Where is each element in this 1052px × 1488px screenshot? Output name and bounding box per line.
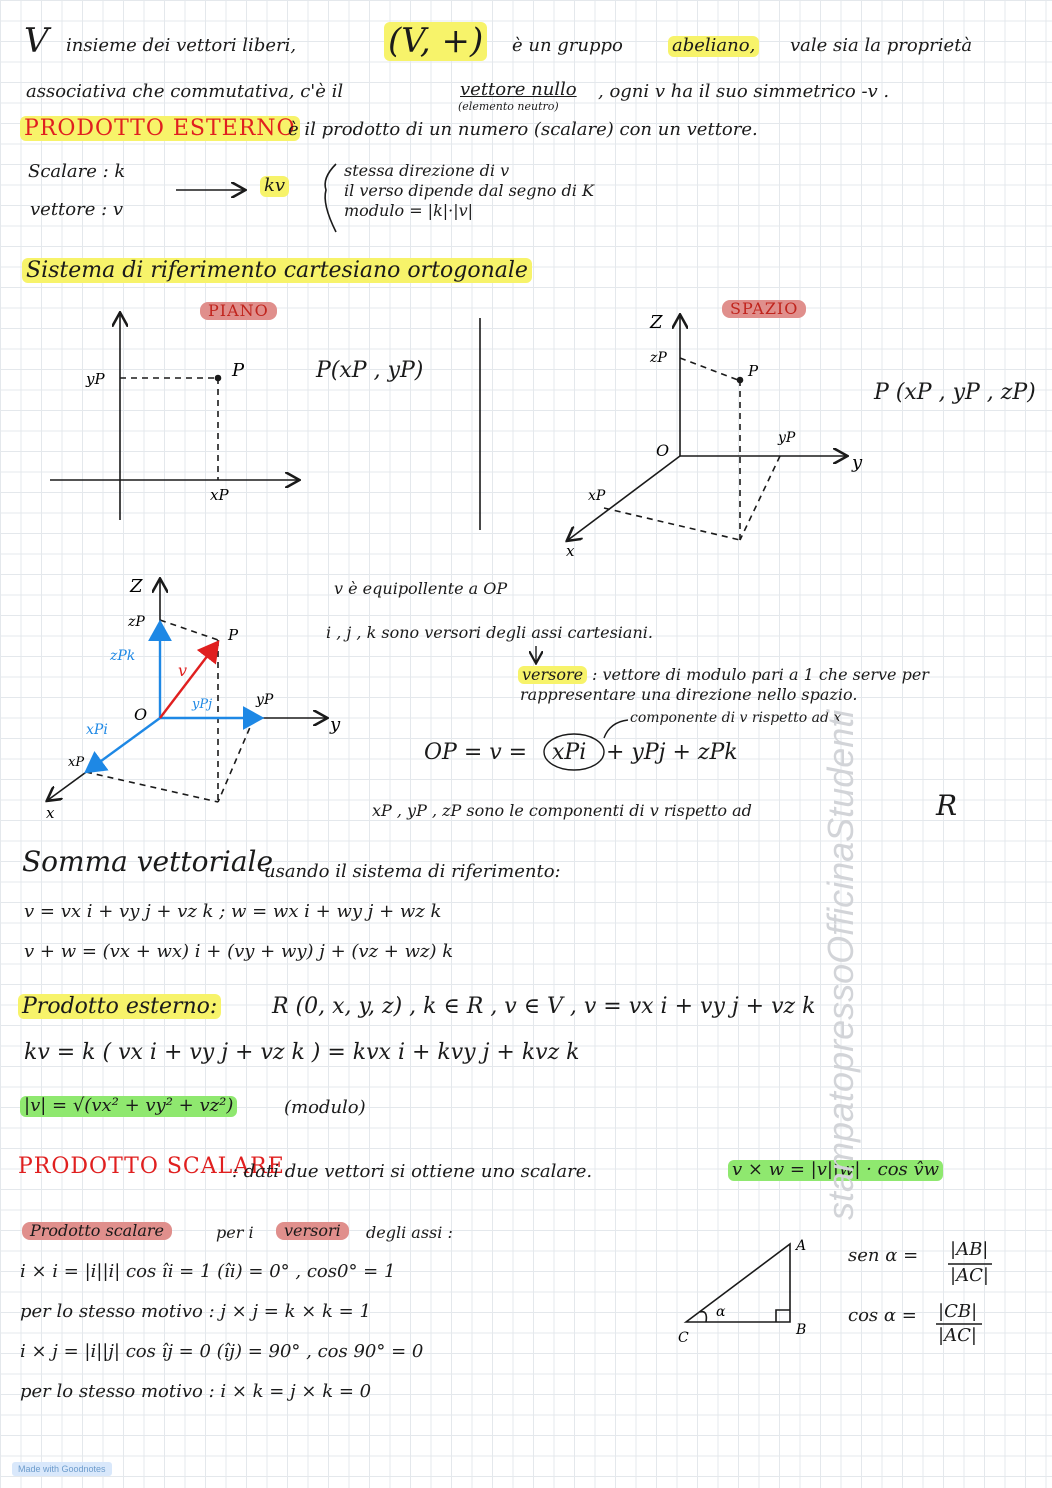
versore-def-1: : vettore di modulo pari a 1 che serve per	[592, 665, 929, 684]
piano-label: PIANO	[200, 302, 277, 320]
goodnotes-badge: Made with Goodnotes	[12, 1462, 112, 1476]
versori-annotations	[536, 646, 628, 770]
op-equation-a: OP = v =	[424, 740, 528, 765]
vd-ypj: yPj	[192, 697, 213, 712]
piano-xp: xP	[210, 486, 229, 504]
sen-label: sen α =	[848, 1245, 919, 1266]
op-equation-b: xPi	[552, 740, 587, 765]
vd-yp: yP	[256, 692, 274, 708]
prop-direction: stessa direzione di v	[344, 161, 510, 180]
components-text: xP , yP , zP sono le componenti di v rispetto ad	[372, 801, 752, 820]
piano-yp: yP	[86, 370, 105, 388]
vd-xp: xP	[68, 755, 85, 770]
prodotto-esterno-desc: è il prodotto di un numero (scalare) con un vettore.	[288, 119, 758, 140]
tri-A: A	[796, 1238, 807, 1254]
scalare-label: Scalare : k	[28, 161, 126, 182]
intro-text-5: , ogni v ha il suo simmetrico -v .	[598, 81, 890, 102]
prop-verse: il verso dipende dal segno di K	[344, 181, 594, 200]
sen-num: |AB|	[950, 1239, 989, 1260]
vector-components	[86, 622, 262, 772]
intro-text-4: associativa che commutativa, c'è il	[26, 81, 344, 102]
sen-den: |AC|	[950, 1265, 989, 1286]
vettore-label: vettore : v	[30, 199, 124, 220]
tri-alpha: α	[716, 1304, 726, 1320]
scalare-l3: i × j = |i||j| cos îj = 0 (îj) = 90° , cos 90° = 0	[20, 1341, 424, 1362]
intro-text-2: è un gruppo	[512, 35, 623, 56]
prodotto-esterno-title: PRODOTTO ESTERNO	[20, 116, 300, 141]
spazio-diagram	[568, 316, 846, 540]
tri-B: B	[796, 1322, 807, 1338]
cos-num: |CB|	[938, 1301, 978, 1322]
vd-Z: Z	[130, 576, 143, 597]
spazio-label: SPAZIO	[722, 300, 806, 318]
intro-V: V	[24, 21, 49, 61]
prop-module: modulo = |k|·|v|	[344, 201, 474, 220]
cos-label: cos α =	[848, 1305, 917, 1326]
piano-point: P(xP , yP)	[316, 358, 424, 383]
right-triangle	[686, 1244, 790, 1322]
scalare-l4: per lo stesso motivo : i × k = j × k = 0	[20, 1381, 372, 1402]
prod-est2-l2: kv = k ( vx i + vy j + vz k ) = kvx i + kvy j + kvz k	[24, 1040, 580, 1065]
versore-def-2: rappresentare una direzione nello spazio.	[520, 685, 858, 704]
spazio-O: O	[656, 441, 670, 460]
abelian-highlight: abeliano,	[668, 36, 759, 57]
vd-zp: zP	[128, 614, 145, 630]
somma-l1: v = vx i + vy j + vz k ; w = wx i + wy j + wz k	[24, 901, 442, 922]
intro-text-3: vale sia la proprietà	[790, 35, 973, 56]
vd-zpk: zPk	[110, 648, 136, 664]
somma-title: Somma vettoriale	[22, 845, 274, 878]
spazio-point: P (xP , yP , zP)	[874, 380, 1036, 405]
vd-y: y	[330, 714, 341, 735]
null-vector: vettore nullo	[460, 79, 577, 100]
vd-P: P	[228, 626, 239, 644]
cos-den: |AC|	[938, 1325, 977, 1346]
piano-P: P	[232, 360, 245, 381]
somma-sub: usando il sistema di riferimento:	[264, 861, 561, 882]
scalare-sub-b: per i	[216, 1223, 254, 1242]
spazio-xp: xP	[588, 488, 606, 504]
versori-text: i , j , k sono versori degli assi cartesiani.	[326, 623, 653, 642]
spazio-Z: Z	[650, 312, 663, 333]
somma-l2: v + w = (vx + wx) i + (vy + wy) j + (vz + wz) k	[24, 941, 454, 962]
spazio-x: x	[566, 542, 575, 560]
group-notation: (V, +)	[384, 22, 487, 61]
modulo-formula: |v| = √(vx² + vy² + vz²)	[20, 1096, 237, 1117]
watermark: stampatopressoOfficinaStudenti	[820, 709, 861, 1220]
R-symbol: R	[936, 789, 958, 822]
scalare-sub-c: versori	[276, 1222, 349, 1240]
spazio-zp: zP	[650, 350, 667, 366]
scalare-sub-d: degli assi :	[366, 1223, 453, 1242]
prod-est2-l1: R (0, x, y, z) , k ∈ R , v ∈ V , v = vx i + vy j + vz k	[272, 994, 816, 1019]
op-equation-c: + yPj + zPk	[606, 740, 738, 765]
vd-O: O	[134, 705, 148, 724]
spazio-y: y	[852, 452, 863, 473]
spazio-yp: yP	[778, 430, 796, 446]
vd-x: x	[46, 804, 55, 822]
intro-text-1: insieme dei vettori liberi,	[66, 35, 297, 56]
scalare-desc: : dati due vettori si ottiene uno scalare.	[232, 1161, 593, 1182]
kv-result: kv	[260, 176, 289, 197]
scalare-formula: v × w = |v||w| · cos v̂w	[728, 1160, 943, 1181]
component-note: componente di v rispetto ad x	[630, 710, 842, 726]
sistema-title: Sistema di riferimento cartesiano ortogonale	[22, 258, 532, 283]
kv-arrow	[176, 164, 336, 232]
piano-diagram	[50, 314, 298, 520]
spazio-P: P	[748, 362, 759, 380]
scalare-title: PRODOTTO SCALARE	[18, 1154, 285, 1179]
equipollent-text: v è equipollente a OP	[334, 579, 508, 598]
scalare-sub-a: Prodotto scalare	[22, 1222, 172, 1240]
scalare-l1: i × i = |i||i| cos îi = 1 (îi) = 0° , cos0° = 1	[20, 1261, 396, 1282]
spazio-x-axis	[568, 456, 680, 540]
scalare-l2: per lo stesso motivo : j × j = k × k = 1	[20, 1301, 371, 1322]
vd-v: v	[178, 661, 188, 680]
neutral-element-note: (elemento neutro)	[458, 100, 559, 113]
prod-est2-title: Prodotto esterno:	[18, 994, 221, 1019]
versore-word: versore	[518, 666, 587, 684]
tri-C: C	[678, 1330, 689, 1346]
vd-xpi: xPi	[86, 722, 108, 738]
modulo-note: (modulo)	[284, 1097, 366, 1118]
